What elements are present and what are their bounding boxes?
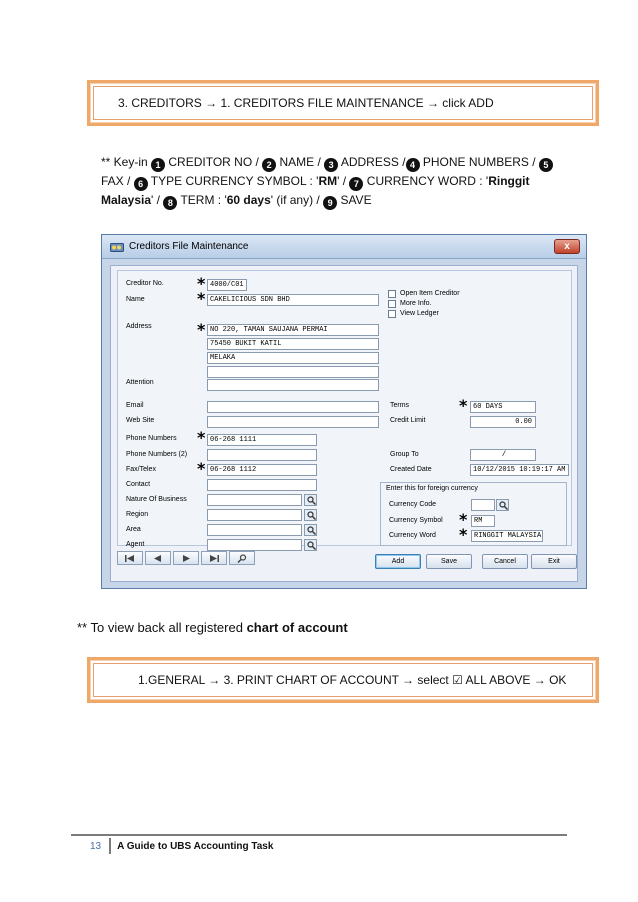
label-currency-code: Currency Code (389, 501, 437, 508)
label-more-info: More Info. (400, 300, 432, 307)
currency-symbol-input[interactable]: RM (471, 515, 495, 527)
step-6-end: ' / (337, 174, 350, 188)
required-asterisk-currency-symbol: * (459, 510, 468, 529)
label-credit-limit: Credit Limit (390, 417, 426, 424)
area-input[interactable] (207, 524, 302, 536)
label-area: Area (126, 526, 141, 533)
address-line-1-input[interactable]: NO 220, TAMAN SAUJANA PERMAI (207, 324, 379, 336)
page-number: 13 (90, 840, 102, 852)
cancel-button[interactable]: Cancel (482, 554, 528, 569)
label-creditor-no: Creditor No. (126, 280, 164, 287)
search-icon (236, 554, 248, 563)
region-input[interactable] (207, 509, 302, 521)
step-8-text: TERM : ' (177, 193, 227, 207)
more-info-checkbox[interactable] (388, 300, 396, 308)
search-icon (307, 511, 316, 520)
footer-separator (109, 838, 111, 854)
instructions-prefix: ** Key-in (101, 155, 152, 169)
open-item-creditor-checkbox[interactable] (388, 290, 396, 298)
label-attention: Attention (126, 379, 154, 386)
address-line-3-input[interactable]: MELAKA (207, 352, 379, 364)
first-record-button[interactable] (117, 551, 143, 565)
currency-code-lookup-button[interactable] (496, 499, 509, 511)
step-number-1: 1 (151, 158, 165, 172)
step-7-end: ' / (151, 193, 164, 207)
search-icon (307, 496, 316, 505)
label-group-to: Group To (390, 451, 419, 458)
required-asterisk-fax: * (197, 459, 206, 478)
window-client-area (110, 265, 578, 582)
navigation-callout-creditors (87, 80, 599, 126)
step-3-text: ADDRESS / (338, 155, 406, 169)
label-currency-word: Currency Word (389, 532, 436, 539)
step-5-text: FAX / (101, 174, 134, 188)
area-lookup-button[interactable] (304, 524, 317, 536)
name-input[interactable]: CAKELICIOUS SDN BHD (207, 294, 379, 306)
label-fax: Fax/Telex (126, 466, 156, 473)
window-titlebar (102, 235, 586, 259)
required-asterisk-terms: * (459, 396, 468, 415)
term-value: 60 days (226, 193, 271, 207)
step-number-4: 4 (406, 158, 420, 172)
label-nature-of-business: Nature Of Business (126, 496, 187, 503)
website-input[interactable] (207, 416, 379, 428)
window-close-button[interactable] (554, 239, 580, 254)
step-number-2: 2 (262, 158, 276, 172)
label-address: Address (126, 323, 152, 330)
key-in-instructions (101, 153, 571, 210)
callout-path-text: 3. CREDITORS → 1. CREDITORS FILE MAINTENANCE → click ADD (118, 96, 494, 110)
address-line-2-input[interactable]: 75450 BUKIT KATIL (207, 338, 379, 350)
navigation-callout-general (87, 657, 599, 703)
callout-path-text: 1.GENERAL → 3. PRINT CHART OF ACCOUNT → select ☑ ALL ABOVE → OK (138, 673, 567, 687)
required-asterisk-currency-word: * (459, 525, 468, 544)
next-icon (180, 554, 192, 563)
step-2-text: NAME / (276, 155, 325, 169)
label-view-ledger: View Ledger (400, 310, 439, 317)
step-number-9: 9 (323, 196, 337, 210)
step-number-5: 5 (539, 158, 553, 172)
label-email: Email (126, 402, 144, 409)
step-number-3: 3 (324, 158, 338, 172)
nature-of-business-input[interactable] (207, 494, 302, 506)
label-contact: Contact (126, 481, 151, 488)
credit-limit-input[interactable]: 0.00 (470, 416, 536, 428)
attention-input[interactable] (207, 379, 379, 391)
contact-input[interactable] (207, 479, 317, 491)
next-record-button[interactable] (173, 551, 199, 565)
required-asterisk-name: * (197, 289, 206, 308)
region-lookup-button[interactable] (304, 509, 317, 521)
creditors-file-maintenance-window (101, 234, 587, 589)
search-icon (499, 501, 508, 510)
terms-input[interactable]: 60 DAYS (470, 401, 536, 413)
creditor-form (117, 270, 572, 546)
address-line-4-input[interactable] (207, 366, 379, 378)
footer-title: A Guide to UBS Accounting Task (117, 840, 274, 852)
exit-button[interactable]: Exit (531, 554, 577, 569)
label-foreign-currency-title: Enter this for foreign currency (386, 485, 478, 492)
view-ledger-checkbox[interactable] (388, 310, 396, 318)
label-currency-symbol: Currency Symbol (389, 517, 443, 524)
record-navigation-bar (117, 551, 255, 565)
skip-first-icon (124, 554, 136, 563)
step-7-text: CURRENCY WORD : ' (363, 174, 489, 188)
creditor-no-input[interactable]: 4000/C01 (207, 279, 247, 291)
required-asterisk-phone: * (197, 428, 206, 447)
label-created-date: Created Date (390, 466, 432, 473)
search-icon (307, 541, 316, 550)
last-record-button[interactable] (201, 551, 227, 565)
label-name: Name (126, 296, 145, 303)
window-title: Creditors File Maintenance (129, 241, 249, 252)
phone-input[interactable]: 06-268 1111 (207, 434, 317, 446)
label-website: Web Site (126, 417, 155, 424)
note-bold-text: chart of account (246, 620, 348, 635)
close-icon: x (564, 241, 570, 252)
step-8-end: ' (if any) / (270, 193, 324, 207)
skip-last-icon (208, 554, 220, 563)
foreign-currency-group (380, 482, 567, 546)
currency-word-input[interactable]: RINGGIT MALAYSIA (471, 530, 543, 542)
required-asterisk-address: * (197, 320, 206, 339)
previous-icon (152, 554, 164, 563)
currency-code-input[interactable] (471, 499, 495, 511)
email-input[interactable] (207, 401, 379, 413)
step-1-text: CREDITOR NO / (165, 155, 263, 169)
currency-word-value: Ringgit Malaysia (101, 174, 530, 207)
footer-rule (71, 834, 567, 836)
search-icon (307, 526, 316, 535)
nature-of-business-lookup-button[interactable] (304, 494, 317, 506)
step-number-8: 8 (163, 196, 177, 210)
agent-lookup-button[interactable] (304, 539, 317, 551)
add-button[interactable]: Add (375, 554, 421, 569)
note-prefix: ** To view back all registered (77, 620, 247, 635)
phone-2-input[interactable] (207, 449, 317, 461)
fax-input[interactable]: 06-268 1112 (207, 464, 317, 476)
save-button[interactable]: Save (426, 554, 472, 569)
group-to-input[interactable]: / (470, 449, 536, 461)
label-phone: Phone Numbers (126, 435, 177, 442)
label-region: Region (126, 511, 149, 518)
step-number-7: 7 (349, 177, 363, 191)
agent-input[interactable] (207, 539, 302, 551)
label-agent: Agent (126, 541, 145, 548)
chart-of-account-note (77, 620, 348, 635)
step-6-text: TYPE CURRENCY SYMBOL : ' (147, 174, 319, 188)
created-date-field: 10/12/2015 10:19:17 AM (470, 464, 569, 476)
label-open-item-creditor: Open Item Creditor (400, 290, 460, 297)
label-terms: Terms (390, 402, 410, 409)
page-footer (90, 838, 273, 854)
currency-symbol-value: RM (318, 174, 338, 188)
step-9-text: SAVE (337, 193, 372, 207)
required-asterisk-creditor-no: * (197, 274, 206, 293)
find-record-button[interactable] (229, 551, 255, 565)
previous-record-button[interactable] (145, 551, 171, 565)
label-phone-2: Phone Numbers (2) (126, 451, 188, 458)
step-number-6: 6 (134, 177, 148, 191)
step-4-text: PHONE NUMBERS / (419, 155, 539, 169)
window-app-icon (110, 242, 124, 252)
